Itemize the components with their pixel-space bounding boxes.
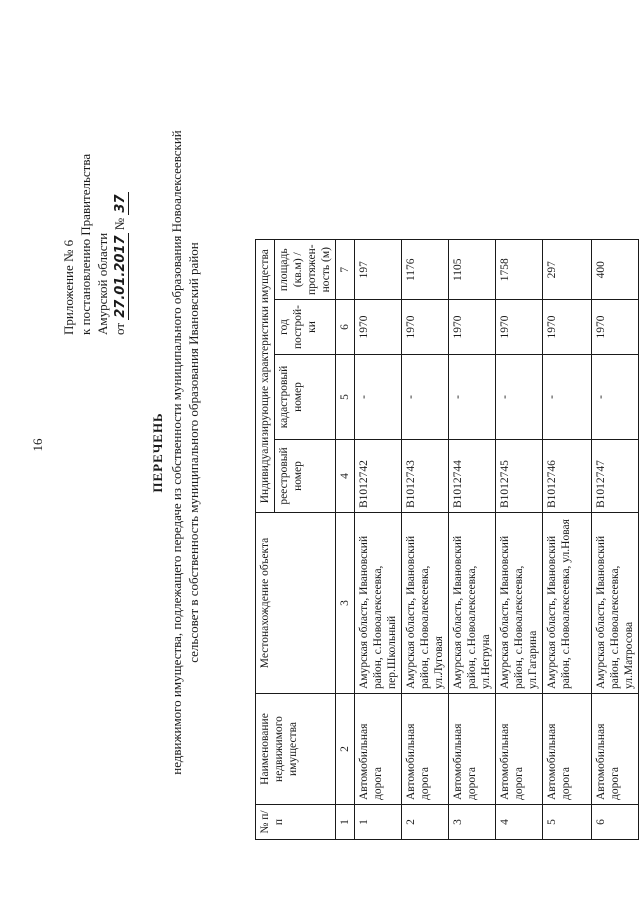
cell-year: 1970	[592, 300, 639, 355]
cell-num: 5	[543, 805, 592, 840]
cell-cadastral: -	[543, 355, 592, 440]
column-index: 4	[336, 440, 355, 513]
column-index: 7	[336, 240, 355, 300]
appendix-line-2: к постановлению Правительства	[78, 153, 93, 335]
table-row	[402, 240, 449, 840]
appendix-date-line	[111, 35, 129, 335]
cell-location: Амурская область, Ивановский район, с.Новоалексеевка, пер.Школьный	[355, 513, 402, 694]
column-index-row	[336, 240, 355, 840]
cell-registry: B1012742	[355, 440, 402, 513]
table-header-row	[256, 240, 275, 840]
cell-cadastral: -	[402, 355, 449, 440]
header-registry: реестровый номер	[275, 440, 336, 513]
header-area: площадь (кв.м) / протяжен-ность (м)	[275, 240, 336, 300]
cell-area: 1176	[402, 240, 449, 300]
table-row	[592, 240, 639, 840]
column-index: 2	[336, 694, 355, 805]
cell-year: 1970	[449, 300, 496, 355]
header-location: Местонахождение объекта	[256, 513, 336, 694]
document-subtitle	[168, 0, 202, 905]
table-row	[496, 240, 543, 840]
cell-name: Автомобильная дорога	[449, 694, 496, 805]
cell-cadastral: -	[496, 355, 543, 440]
cell-num: 1	[355, 805, 402, 840]
column-index: 1	[336, 805, 355, 840]
cell-registry: B1012744	[449, 440, 496, 513]
cell-cadastral: -	[355, 355, 402, 440]
cell-year: 1970	[355, 300, 402, 355]
cell-num: 4	[496, 805, 543, 840]
cell-area: 1758	[496, 240, 543, 300]
cell-location: Амурская область, Ивановский район, с.Новоалексеевка, ул.Новая	[543, 513, 592, 694]
cell-cadastral: -	[449, 355, 496, 440]
document-title: ПЕРЕЧЕНЬ	[150, 412, 165, 493]
page-number: 16	[30, 438, 45, 452]
cell-registry: B1012747	[592, 440, 639, 513]
cell-name: Автомобильная дорога	[402, 694, 449, 805]
property-table	[255, 239, 639, 840]
cell-location: Амурская область, Ивановский район, с.Новоалексеевка, ул.Луговая	[402, 513, 449, 694]
cell-area: 197	[355, 240, 402, 300]
cell-name: Автомобильная дорога	[355, 694, 402, 805]
header-year: год построй-ки	[275, 300, 336, 355]
column-index: 5	[336, 355, 355, 440]
cell-registry: B1012745	[496, 440, 543, 513]
cell-registry: B1012743	[402, 440, 449, 513]
subtitle-line-2: сельсовет в собственность муниципального образования Ивановский район	[186, 242, 201, 663]
column-index: 6	[336, 300, 355, 355]
cell-location: Амурская область, Ивановский район, с.Новоалексеевка, ул.Негруна	[449, 513, 496, 694]
cell-location: Амурская область, Ивановский район, с.Новоалексеевка, ул.Матросова	[592, 513, 639, 694]
cell-num: 6	[592, 805, 639, 840]
cell-num: 3	[449, 805, 496, 840]
column-index: 3	[336, 513, 355, 694]
number-prefix: №	[112, 217, 127, 231]
header-num: № п/п	[256, 805, 336, 840]
cell-area: 1105	[449, 240, 496, 300]
subtitle-line-1: недвижимого имущества, подлежащего передаче из собственности муниципального образования Новоалексеевский	[169, 130, 184, 775]
cell-location: Амурская область, Ивановский район, с.Новоалексеевка, ул.Гагарина	[496, 513, 543, 694]
handwritten-number: 37	[113, 194, 128, 213]
cell-name: Автомобильная дорога	[592, 694, 639, 805]
handwritten-date: 27.01.2017	[113, 235, 128, 318]
cell-name: Автомобильная дорога	[543, 694, 592, 805]
cell-year: 1970	[496, 300, 543, 355]
appendix-line-1: Приложение № 6	[61, 239, 76, 335]
table-row	[449, 240, 496, 840]
table-row	[355, 240, 402, 840]
appendix-header	[60, 35, 129, 335]
cell-name: Автомобильная дорога	[496, 694, 543, 805]
cell-year: 1970	[402, 300, 449, 355]
date-prefix: от	[112, 322, 127, 335]
cell-year: 1970	[543, 300, 592, 355]
cell-area: 297	[543, 240, 592, 300]
cell-cadastral: -	[592, 355, 639, 440]
header-name: Наименование недвижимого имущества	[256, 694, 336, 805]
header-characteristics: Индивидуализирующие характеристики имущества	[256, 240, 275, 513]
appendix-line-3: Амурской области	[95, 232, 110, 335]
table-row	[543, 240, 592, 840]
header-cadastral: кадастровый номер	[275, 355, 336, 440]
cell-registry: B1012746	[543, 440, 592, 513]
cell-area: 400	[592, 240, 639, 300]
cell-num: 2	[402, 805, 449, 840]
